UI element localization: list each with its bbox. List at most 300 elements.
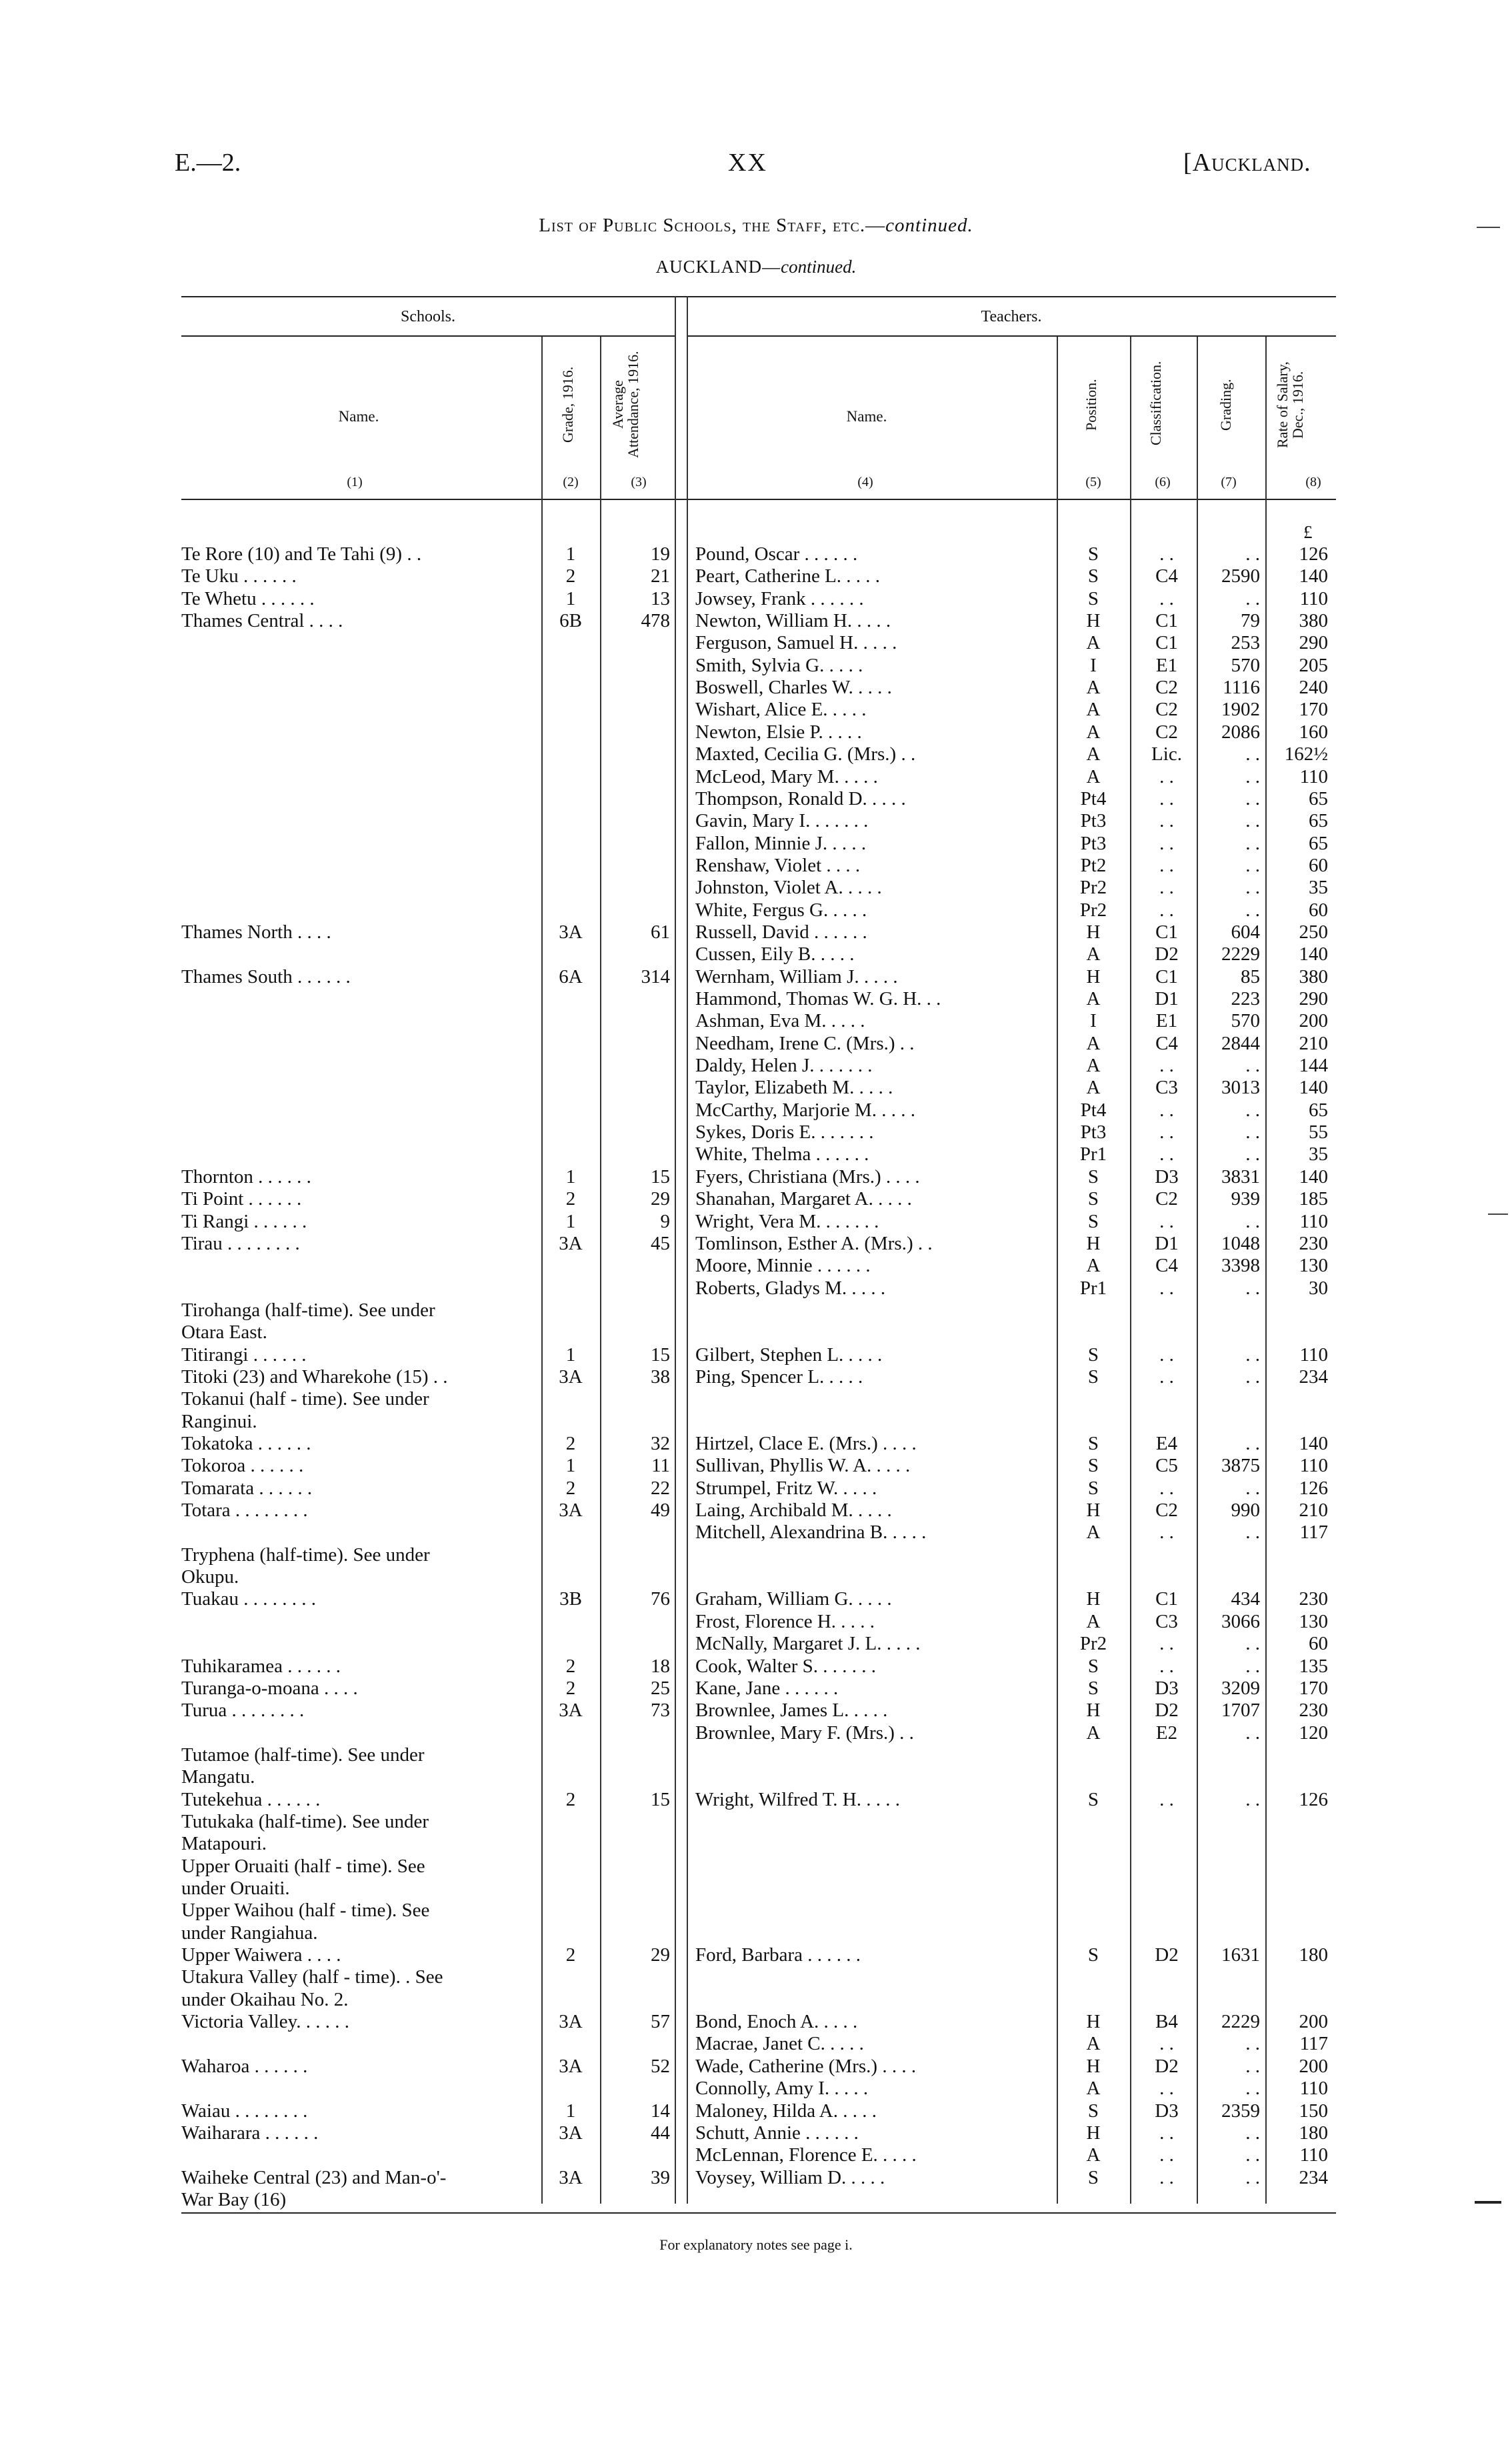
cell-salary: 120 — [1299, 1722, 1328, 1744]
cell-position: S — [1087, 1210, 1099, 1232]
cell-grading: . . — [1245, 1655, 1260, 1677]
table-row — [0, 966, 1512, 988]
cell-classification: C4 — [1155, 1255, 1178, 1277]
cell-attendance: 32 — [651, 1433, 670, 1454]
table-row — [0, 1188, 1512, 1210]
cell-grading: . . — [1245, 1522, 1260, 1544]
cell-salary: 135 — [1299, 1655, 1328, 1677]
cell-teacher-name: Sykes, Doris E. . . . . . . — [695, 1121, 874, 1143]
currency-symbol: £ — [1303, 522, 1313, 542]
table-row — [0, 943, 1512, 965]
cell-grading: . . — [1245, 1344, 1260, 1366]
cell-teacher-name: Voysey, William D. . . . . — [695, 2166, 885, 2188]
margin-mark — [1475, 2201, 1501, 2204]
cell-teacher-name: Maxted, Cecilia G. (Mrs.) . . — [695, 743, 916, 765]
cell-teacher-name: Boswell, Charles W. . . . . — [695, 677, 892, 699]
cell-salary: 250 — [1299, 921, 1328, 943]
table-row — [0, 1055, 1512, 1077]
cell-teacher-name: Renshaw, Violet . . . . — [695, 854, 861, 876]
cell-grade: 3A — [559, 1232, 583, 1254]
margin-mark — [1477, 227, 1500, 228]
table-row — [0, 1544, 1512, 1566]
cell-salary: 60 — [1309, 1633, 1328, 1655]
cell-school-name: Thornton . . . . . . — [181, 1165, 311, 1187]
cell-position: H — [1086, 1232, 1101, 1254]
table-row — [0, 1233, 1512, 1255]
cell-classification: C2 — [1155, 699, 1178, 721]
header-classification: Classification. — [1147, 361, 1164, 445]
cell-teacher-name: Wright, Wilfred T. H. . . . . — [695, 1788, 900, 1810]
cell-position: S — [1087, 1788, 1099, 1810]
table-row — [0, 588, 1512, 610]
cell-position: H — [1086, 2055, 1101, 2077]
cell-grade: 3A — [559, 1700, 583, 1722]
cell-classification: Lic. — [1151, 743, 1182, 765]
cell-classification: C3 — [1155, 1610, 1178, 1632]
cell-school-name: Tokoroa . . . . . . — [181, 1455, 304, 1477]
cell-position: S — [1087, 1344, 1099, 1366]
cell-position: H — [1086, 1700, 1101, 1722]
cell-teacher-name: Wright, Vera M. . . . . . . — [695, 1210, 879, 1232]
table-row — [0, 1744, 1512, 1766]
cell-attendance: 39 — [651, 2166, 670, 2188]
cell-classification: E4 — [1155, 1433, 1178, 1454]
header-attendance: Average Attendance, 1916. — [609, 351, 642, 459]
table-row — [0, 877, 1512, 899]
cell-attendance: 22 — [651, 1477, 670, 1499]
cell-salary: 210 — [1299, 1032, 1328, 1054]
cell-salary: 60 — [1309, 899, 1328, 921]
cell-grading: . . — [1245, 1633, 1260, 1655]
table-row — [0, 1966, 1512, 1988]
cell-school-name: Tirohanga (half-time). See under — [181, 1299, 435, 1321]
table-row — [0, 1211, 1512, 1233]
cell-grade: 2 — [565, 1944, 576, 1966]
cell-grade: 3A — [559, 2166, 583, 2188]
cell-grading: . . — [1245, 2055, 1260, 2077]
cell-salary: 60 — [1309, 854, 1328, 876]
cell-position: H — [1086, 610, 1101, 632]
margin-mark — [1488, 1213, 1508, 1215]
cell-teacher-name: Thompson, Ronald D. . . . . — [695, 787, 906, 809]
cell-classification: C2 — [1155, 721, 1178, 743]
cell-grading: 2359 — [1221, 2100, 1260, 2122]
header-grade: Grade, 1916. — [559, 366, 576, 443]
cell-school-name: Thames North . . . . — [181, 921, 331, 943]
cell-teacher-name: Brownlee, Mary F. (Mrs.) . . — [695, 1722, 914, 1744]
cell-grading: 1631 — [1221, 1944, 1260, 1966]
cell-school-name: Ti Rangi . . . . . . — [181, 1210, 307, 1232]
table-row — [0, 1455, 1512, 1477]
table-row — [0, 1033, 1512, 1055]
cell-classification: C1 — [1155, 610, 1178, 632]
cell-position: H — [1086, 1500, 1101, 1522]
cell-position: Pt3 — [1080, 1121, 1107, 1143]
cell-position: S — [1087, 1944, 1099, 1966]
cell-attendance: 9 — [660, 1210, 670, 1232]
cell-grading: . . — [1245, 1788, 1260, 1810]
page-header-right: [Auckland. — [1183, 149, 1311, 177]
cell-attendance: 61 — [651, 921, 670, 943]
cell-attendance: 14 — [651, 2100, 670, 2122]
cell-school-name: Tokanui (half - time). See under — [181, 1388, 429, 1410]
cell-salary: 234 — [1299, 2166, 1328, 2188]
cell-salary: 150 — [1299, 2100, 1328, 2122]
cell-teacher-name: McLennan, Florence E. . . . . — [695, 2144, 917, 2166]
cell-attendance: 29 — [651, 1944, 670, 1966]
cell-salary: 117 — [1299, 2033, 1328, 2055]
cell-classification: . . — [1159, 2122, 1174, 2144]
cell-teacher-name: Bond, Enoch A. . . . . — [695, 2011, 858, 2033]
cell-position: A — [1086, 2144, 1101, 2166]
cell-position: H — [1086, 2011, 1101, 2033]
cell-position: A — [1086, 1722, 1101, 1744]
cell-position: S — [1087, 1188, 1099, 1210]
cell-salary: 144 — [1299, 1055, 1328, 1077]
table-row — [0, 1077, 1512, 1099]
cell-salary: 140 — [1299, 1165, 1328, 1187]
cell-school-name: Upper Oruaiti (half - time). See — [181, 1855, 425, 1877]
cell-position: Pr1 — [1079, 1143, 1107, 1165]
cell-position: A — [1086, 743, 1101, 765]
cell-teacher-name: White, Thelma . . . . . . — [695, 1143, 869, 1165]
cell-classification: . . — [1159, 787, 1174, 809]
cell-grade: 2 — [565, 1477, 576, 1499]
cell-grading: 1048 — [1221, 1232, 1260, 1254]
cell-attendance: 57 — [651, 2011, 670, 2033]
cell-classification: C3 — [1155, 1077, 1178, 1099]
cell-classification: . . — [1159, 765, 1174, 787]
cell-teacher-name: Shanahan, Margaret A. . . . . — [695, 1188, 912, 1210]
table-row — [0, 921, 1512, 943]
cell-grading: . . — [1245, 2078, 1260, 2100]
cell-grade: 1 — [565, 1165, 576, 1187]
cell-salary: 200 — [1299, 1010, 1328, 1032]
cell-grade: 3B — [559, 1588, 582, 1610]
cell-school-name: Tutamoe (half-time). See under — [181, 1744, 425, 1766]
cell-teacher-name: Macrae, Janet C. . . . . — [695, 2033, 864, 2055]
cell-teacher-name: Ferguson, Samuel H. . . . . — [695, 632, 897, 654]
cell-teacher-name: Tomlinson, Esther A. (Mrs.) . . — [695, 1232, 933, 1254]
cell-salary: 200 — [1299, 2055, 1328, 2077]
cell-classification: . . — [1159, 854, 1174, 876]
group-header-schools: Schools. — [400, 308, 455, 325]
cell-teacher-name: Hammond, Thomas W. G. H. . . — [695, 988, 941, 1009]
cell-position: Pt4 — [1080, 1099, 1107, 1121]
cell-attendance: 73 — [651, 1700, 670, 1722]
cell-grading: 79 — [1241, 610, 1260, 632]
subtitle-continued: continued. — [781, 257, 857, 277]
table-row — [0, 1678, 1512, 1700]
cell-classification: E1 — [1155, 654, 1178, 676]
cell-grading: . . — [1245, 1477, 1260, 1499]
table-row — [0, 2144, 1512, 2166]
cell-school-name: under Oruaiti. — [181, 1878, 290, 1899]
cell-position: H — [1086, 965, 1101, 987]
cell-position: I — [1090, 654, 1097, 676]
cell-classification: . . — [1159, 1121, 1174, 1143]
cell-classification: C1 — [1155, 1588, 1178, 1610]
cell-salary: 162½ — [1284, 743, 1328, 765]
cell-teacher-name: Connolly, Amy I. . . . . — [695, 2078, 869, 2100]
cell-grading: . . — [1245, 765, 1260, 787]
cell-teacher-name: Brownlee, James L. . . . . — [695, 1700, 888, 1722]
cell-teacher-name: Newton, William H. . . . . — [695, 610, 891, 632]
table-row — [0, 1856, 1512, 1878]
cell-position: S — [1087, 565, 1099, 587]
table-row — [0, 1722, 1512, 1744]
cell-position: A — [1086, 2033, 1101, 2055]
cell-attendance: 15 — [651, 1788, 670, 1810]
cell-position: S — [1087, 1165, 1099, 1187]
cell-school-name: Ranginui. — [181, 1410, 257, 1432]
cell-classification: . . — [1159, 1344, 1174, 1366]
table-row — [0, 1811, 1512, 1833]
cell-classification: C2 — [1155, 1188, 1178, 1210]
cell-classification: D3 — [1155, 1677, 1179, 1699]
cell-classification: D1 — [1155, 1232, 1179, 1254]
subtitle-region: AUCKLAND— — [655, 257, 781, 277]
cell-classification: . . — [1159, 587, 1174, 609]
cell-salary: 140 — [1299, 565, 1328, 587]
cell-salary: 30 — [1309, 1277, 1328, 1299]
cell-classification: D2 — [1155, 943, 1179, 965]
cell-grading: . . — [1245, 1277, 1260, 1299]
cell-salary: 380 — [1299, 965, 1328, 987]
table-row — [0, 1121, 1512, 1143]
cell-classification: . . — [1159, 899, 1174, 921]
title-main: List of Public Schools, the Staff, etc.— — [539, 215, 886, 236]
cell-grading: . . — [1245, 810, 1260, 832]
cell-grade: 2 — [565, 1188, 576, 1210]
group-header-teachers: Teachers. — [981, 308, 1042, 325]
cell-grading: . . — [1245, 1433, 1260, 1454]
cell-teacher-name: Roberts, Gladys M. . . . . — [695, 1277, 886, 1299]
cell-teacher-name: Fallon, Minnie J. . . . . — [695, 832, 867, 854]
cell-position: A — [1086, 632, 1101, 654]
cell-grading: . . — [1245, 877, 1260, 899]
cell-position: S — [1087, 543, 1099, 565]
cell-teacher-name: Hirtzel, Clace E. (Mrs.) . . . . — [695, 1433, 917, 1454]
cell-school-name: Titoki (23) and Wharekohe (15) . . — [181, 1366, 448, 1388]
cell-position: A — [1086, 677, 1101, 699]
table-row — [0, 2100, 1512, 2122]
cell-position: S — [1087, 2166, 1099, 2188]
cell-school-name: Okupu. — [181, 1566, 239, 1588]
cell-teacher-name: Kane, Jane . . . . . . — [695, 1677, 839, 1699]
column-number-8: (8) — [1305, 475, 1321, 489]
cell-salary: 230 — [1299, 1588, 1328, 1610]
cell-classification: . . — [1159, 2166, 1174, 2188]
cell-salary: 290 — [1299, 988, 1328, 1009]
cell-position: A — [1086, 699, 1101, 721]
cell-salary: 185 — [1299, 1188, 1328, 1210]
table-row — [0, 655, 1512, 677]
cell-school-name: Totara . . . . . . . . — [181, 1500, 308, 1522]
table-row — [0, 1143, 1512, 1165]
cell-position: A — [1086, 1032, 1101, 1054]
cell-school-name: Tutukaka (half-time). See under — [181, 1810, 429, 1832]
cell-grading: 253 — [1231, 632, 1260, 654]
cell-salary: 110 — [1299, 587, 1328, 609]
cell-salary: 234 — [1299, 1366, 1328, 1388]
table-row — [0, 1388, 1512, 1410]
cell-grading: 3398 — [1221, 1255, 1260, 1277]
cell-salary: 140 — [1299, 1077, 1328, 1099]
cell-classification: . . — [1159, 1277, 1174, 1299]
cell-teacher-name: Laing, Archibald M. . . . . — [695, 1500, 892, 1522]
cell-classification: . . — [1159, 2144, 1174, 2166]
cell-teacher-name: Wernham, William J. . . . . — [695, 965, 898, 987]
cell-classification: D2 — [1155, 1700, 1179, 1722]
cell-classification: . . — [1159, 1210, 1174, 1232]
table-row — [0, 1989, 1512, 2011]
cell-salary: 55 — [1309, 1121, 1328, 1143]
table-row — [0, 1366, 1512, 1388]
cell-classification: . . — [1159, 1055, 1174, 1077]
table-row — [0, 1611, 1512, 1633]
table-row — [0, 2078, 1512, 2100]
cell-salary: 205 — [1299, 654, 1328, 676]
cell-salary: 170 — [1299, 1677, 1328, 1699]
cell-classification: . . — [1159, 1143, 1174, 1165]
cell-grading: . . — [1245, 1121, 1260, 1143]
cell-grading: . . — [1245, 1055, 1260, 1077]
cell-grading: 1902 — [1221, 699, 1260, 721]
cell-classification: C2 — [1155, 677, 1178, 699]
cell-teacher-name: Wishart, Alice E. . . . . — [695, 699, 867, 721]
cell-position: H — [1086, 1588, 1101, 1610]
cell-salary: 210 — [1299, 1500, 1328, 1522]
cell-attendance: 11 — [651, 1455, 670, 1477]
cell-grade: 3A — [559, 1500, 583, 1522]
cell-teacher-name: Graham, William G. . . . . — [695, 1588, 892, 1610]
cell-grading: 2590 — [1221, 565, 1260, 587]
cell-school-name: Ti Point . . . . . . — [181, 1188, 302, 1210]
cell-grade: 1 — [565, 1210, 576, 1232]
table-row — [0, 1166, 1512, 1188]
cell-grading: . . — [1245, 1143, 1260, 1165]
cell-teacher-name: Needham, Irene C. (Mrs.) . . — [695, 1032, 915, 1054]
cell-teacher-name: Moore, Minnie . . . . . . — [695, 1255, 871, 1277]
cell-position: S — [1087, 1677, 1099, 1699]
column-number-7: (7) — [1221, 475, 1237, 489]
table-row — [0, 1300, 1512, 1322]
table-row — [0, 1633, 1512, 1655]
cell-grading: 1116 — [1223, 677, 1260, 699]
table-row — [0, 1588, 1512, 1610]
cell-teacher-name: Strumpel, Fritz W. . . . . — [695, 1477, 877, 1499]
table-row — [0, 855, 1512, 877]
cell-classification: E1 — [1155, 1010, 1178, 1032]
table-row — [0, 833, 1512, 855]
table-row — [0, 565, 1512, 587]
cell-teacher-name: McLeod, Mary M. . . . . — [695, 765, 878, 787]
cell-grading: . . — [1245, 1366, 1260, 1388]
cell-teacher-name: McNally, Margaret J. L. . . . . — [695, 1633, 921, 1655]
cell-teacher-name: Maloney, Hilda A. . . . . — [695, 2100, 877, 2122]
cell-salary: 65 — [1309, 1099, 1328, 1121]
cell-grade: 3A — [559, 921, 583, 943]
cell-position: Pt3 — [1080, 810, 1107, 832]
table-row — [0, 699, 1512, 721]
cell-teacher-name: Mitchell, Alexandrina B. . . . . — [695, 1522, 927, 1544]
cell-classification: D3 — [1155, 2100, 1179, 2122]
table-row — [0, 2056, 1512, 2078]
cell-school-name: Tutekehua . . . . . . — [181, 1788, 321, 1810]
cell-grading: . . — [1245, 899, 1260, 921]
cell-attendance: 76 — [651, 1588, 670, 1610]
cell-salary: 140 — [1299, 943, 1328, 965]
cell-teacher-name: Ping, Spencer L. . . . . — [695, 1366, 863, 1388]
cell-salary: 65 — [1309, 810, 1328, 832]
table-row — [0, 1944, 1512, 1966]
cell-salary: 110 — [1299, 765, 1328, 787]
cell-position: A — [1086, 1055, 1101, 1077]
cell-salary: 380 — [1299, 610, 1328, 632]
cell-attendance: 25 — [651, 1677, 670, 1699]
cell-grading: 2229 — [1221, 943, 1260, 965]
table-row — [0, 1433, 1512, 1455]
cell-grading: . . — [1245, 1722, 1260, 1744]
cell-grade: 2 — [565, 1788, 576, 1810]
table-row — [0, 721, 1512, 743]
table-row — [0, 1700, 1512, 1722]
cell-salary: 126 — [1299, 543, 1328, 565]
cell-school-name: Upper Waiwera . . . . — [181, 1944, 341, 1966]
table-row — [0, 2122, 1512, 2144]
cell-attendance: 44 — [651, 2122, 670, 2144]
table-row — [0, 766, 1512, 788]
cell-grade: 1 — [565, 587, 576, 609]
cell-grading: 604 — [1231, 921, 1260, 943]
cell-attendance: 21 — [651, 565, 670, 587]
cell-grading: 570 — [1231, 1010, 1260, 1032]
cell-salary: 170 — [1299, 699, 1328, 721]
cell-position: A — [1086, 1255, 1101, 1277]
cell-grading: . . — [1245, 743, 1260, 765]
cell-grade: 6A — [559, 965, 583, 987]
cell-teacher-name: Taylor, Elizabeth M. . . . . — [695, 1077, 893, 1099]
cell-grade: 3A — [559, 1366, 583, 1388]
cell-teacher-name: Frost, Florence H. . . . . — [695, 1610, 875, 1632]
cell-position: I — [1090, 1010, 1097, 1032]
cell-position: H — [1086, 921, 1101, 943]
table-row — [0, 2167, 1512, 2189]
cell-position: A — [1086, 988, 1101, 1009]
cell-teacher-name: Wade, Catherine (Mrs.) . . . . — [695, 2055, 917, 2077]
table-row — [0, 1878, 1512, 1900]
cell-school-name: Waiau . . . . . . . . — [181, 2100, 308, 2122]
cell-salary: 35 — [1309, 877, 1328, 899]
cell-classification: D2 — [1155, 1944, 1179, 1966]
cell-school-name: Otara East. — [181, 1322, 267, 1344]
cell-position: S — [1087, 1655, 1099, 1677]
cell-school-name: Titirangi . . . . . . — [181, 1344, 307, 1366]
cell-attendance: 29 — [651, 1188, 670, 1210]
cell-grading: 939 — [1231, 1188, 1260, 1210]
cell-grade: 3A — [559, 2122, 583, 2144]
column-number-3: (3) — [631, 475, 647, 489]
cell-classification: C5 — [1155, 1455, 1178, 1477]
column-number-2: (2) — [563, 475, 579, 489]
cell-grade: 2 — [565, 1677, 576, 1699]
table-row — [0, 632, 1512, 654]
cell-classification: . . — [1159, 832, 1174, 854]
table-row — [0, 1566, 1512, 1588]
cell-classification: . . — [1159, 2033, 1174, 2055]
cell-grade: 1 — [565, 1455, 576, 1477]
